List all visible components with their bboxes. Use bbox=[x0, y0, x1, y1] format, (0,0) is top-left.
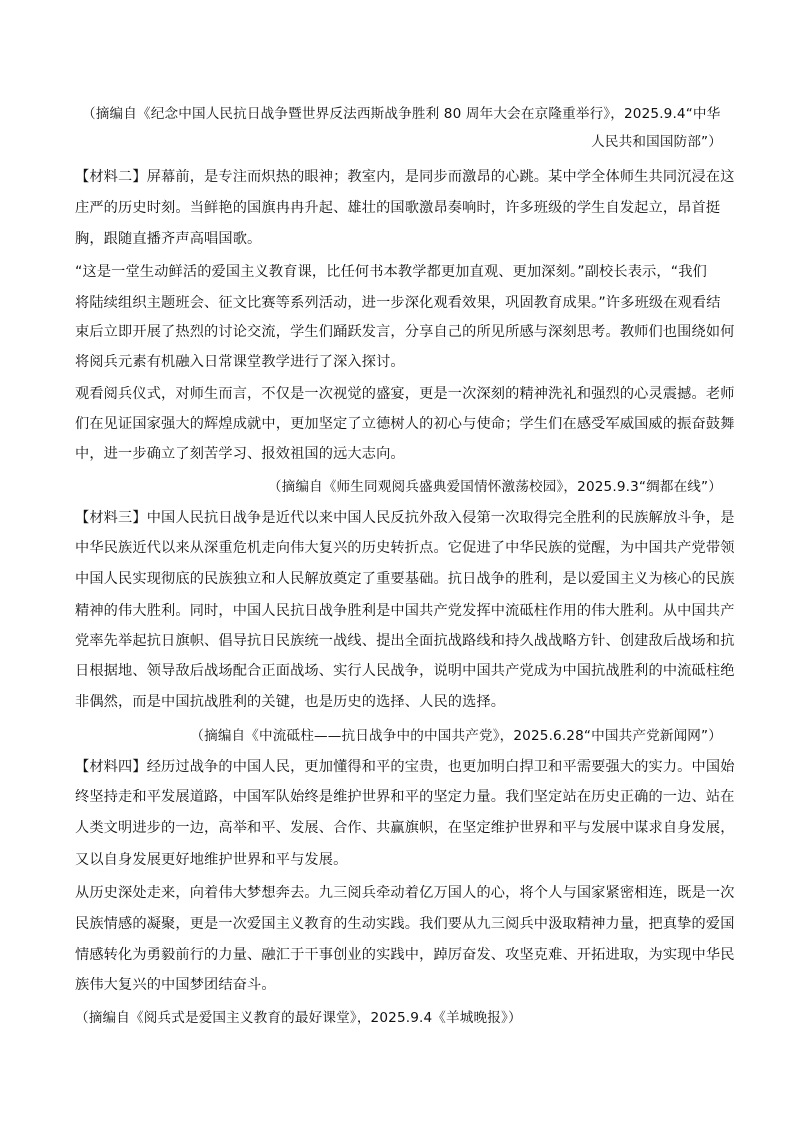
material-3-line-1: 【材料三】中国人民抗日战争是近代以来中国人民反抗外敌入侵第一次取得完全胜利的民族解放斗争，是 bbox=[75, 510, 735, 526]
material-4-line-5: 从历史深处走来，向着伟大梦想奔去。九三阅兵牵动着亿万国人的心，将个人与国家紧密相连，既是一次 bbox=[75, 885, 735, 901]
source-note-2: （摘编自《师生同观阅兵盛典爱国情怀激荡校园》，2025.9.3“绸都在线”） bbox=[267, 479, 722, 495]
material-3-line-7: 非偶然，而是中国抗战胜利的关键，也是历史的选择、人民的选择。 bbox=[75, 694, 506, 710]
material-2-line-10: 中，进一步确立了刻苦学习、报效祖国的远大志向。 bbox=[75, 446, 405, 462]
material-2-line-5: 将陆续组织主题班会、征文比赛等系列活动，进一步深化观看效果，巩固教育成果。”许多班级在观看结 bbox=[75, 295, 721, 311]
material-4-line-8: 族伟大复兴的中国梦团结奋斗。 bbox=[75, 977, 276, 993]
material-2-line-9: 们在见证国家强大的辉煌成就中，更加坚定了立德树人的初心与使命；学生们在感受军威国威的振奋鼓舞 bbox=[75, 416, 735, 432]
source-note-4: （摘编自《阅兵式是爱国主义教育的最好课堂》，2025.9.4《羊城晚报》） bbox=[75, 1010, 522, 1026]
material-4-line-3: 人类文明进步的一边，高举和平、发展、合作、共赢旗帜，在坚定维护世界和平与发展中谋求自身发展， bbox=[75, 820, 735, 836]
material-4-line-4: 又以自身发展更好地维护世界和平与发展。 bbox=[75, 852, 348, 868]
material-2-line-6: 束后立即开展了热烈的讨论交流，学生们踊跃发言，分享自己的所见所感与深刻思考。教师们也围绕如何 bbox=[75, 324, 735, 340]
source-note-3: （摘编自《中流砥柱——抗日战争中的中国共产党》，2025.6.28“中国共产党新闻网”） bbox=[190, 728, 722, 744]
material-4-line-6: 民族情感的凝聚，更是一次爱国主义教育的生动实践。我们要从九三阅兵中汲取精神力量，把真挚的爱国 bbox=[75, 916, 735, 932]
source-note-1-line-1: （摘编自《纪念中国人民抗日战争暨世界反法西斯战争胜利 80 周年大会在京隆重举行》，2025.9.4“中华 bbox=[82, 106, 721, 122]
material-3-line-4: 精神的伟大胜利。同时，中国人民抗日战争胜利是中国共产党发挥中流砥柱作用的伟大胜利。从中国共产 bbox=[75, 603, 735, 619]
material-2-line-3: 胸，跟随直播齐声高唱国歌。 bbox=[75, 231, 262, 247]
material-3-line-3: 中国人民实现彻底的民族独立和人民解放奠定了重要基础。抗日战争的胜利，是以爱国主义为核心的民族 bbox=[75, 571, 735, 587]
material-4-line-7: 情感转化为勇毅前行的力量、融汇于干事创业的实践中，踔厉奋发、攻坚克难、开拓进取，为实现中华民 bbox=[75, 947, 735, 963]
material-2-line-2: 庄严的历史时刻。当鲜艳的国旗冉冉升起、雄壮的国歌激昂奏响时，许多班级的学生自发起立，昂首挺 bbox=[75, 200, 721, 216]
material-2-line-4: “这是一堂生动鲜活的爱国主义教育课，比任何书本教学都更加直观、更加深刻。”副校长表示，“我们 bbox=[75, 264, 707, 280]
source-note-1-line-2: 人民共和国国防部”） bbox=[591, 134, 722, 150]
material-3-line-2: 中华民族近代以来从深重危机走向伟大复兴的历史转折点。它促进了中华民族的觉醒，为中国共产党带领 bbox=[75, 540, 735, 556]
material-2-line-7: 将阅兵元素有机融入日常课堂教学进行了深入探讨。 bbox=[75, 354, 405, 370]
material-3-line-6: 日根据地、领导敌后战场配合正面战场、实行人民战争，说明中国共产党成为中国抗战胜利的中流砥柱绝 bbox=[75, 663, 735, 679]
material-4-line-1: 【材料四】经历过战争的中国人民，更加懂得和平的宝贵，也更加明白捍卫和平需要强大的实力。中国始 bbox=[75, 759, 735, 775]
material-2-line-8: 观看阅兵仪式，对师生而言，不仅是一次视觉的盛宴，更是一次深刻的精神洗礼和强烈的心灵震撼。老师 bbox=[75, 386, 735, 402]
material-2-line-1: 【材料二】屏幕前，是专注而炽热的眼神；教室内，是同步而激昂的心跳。某中学全体师生共同沉浸在这 bbox=[75, 169, 735, 185]
material-4-line-2: 终坚持走和平发展道路，中国军队始终是维护世界和平的坚定力量。我们坚定站在历史正确的一边、站在 bbox=[75, 789, 735, 805]
material-3-line-5: 党率先举起抗日旗帜、倡导抗日民族统一战线、提出全面抗战路线和持久战战略方针、创建敌后战场和抗 bbox=[75, 633, 735, 649]
